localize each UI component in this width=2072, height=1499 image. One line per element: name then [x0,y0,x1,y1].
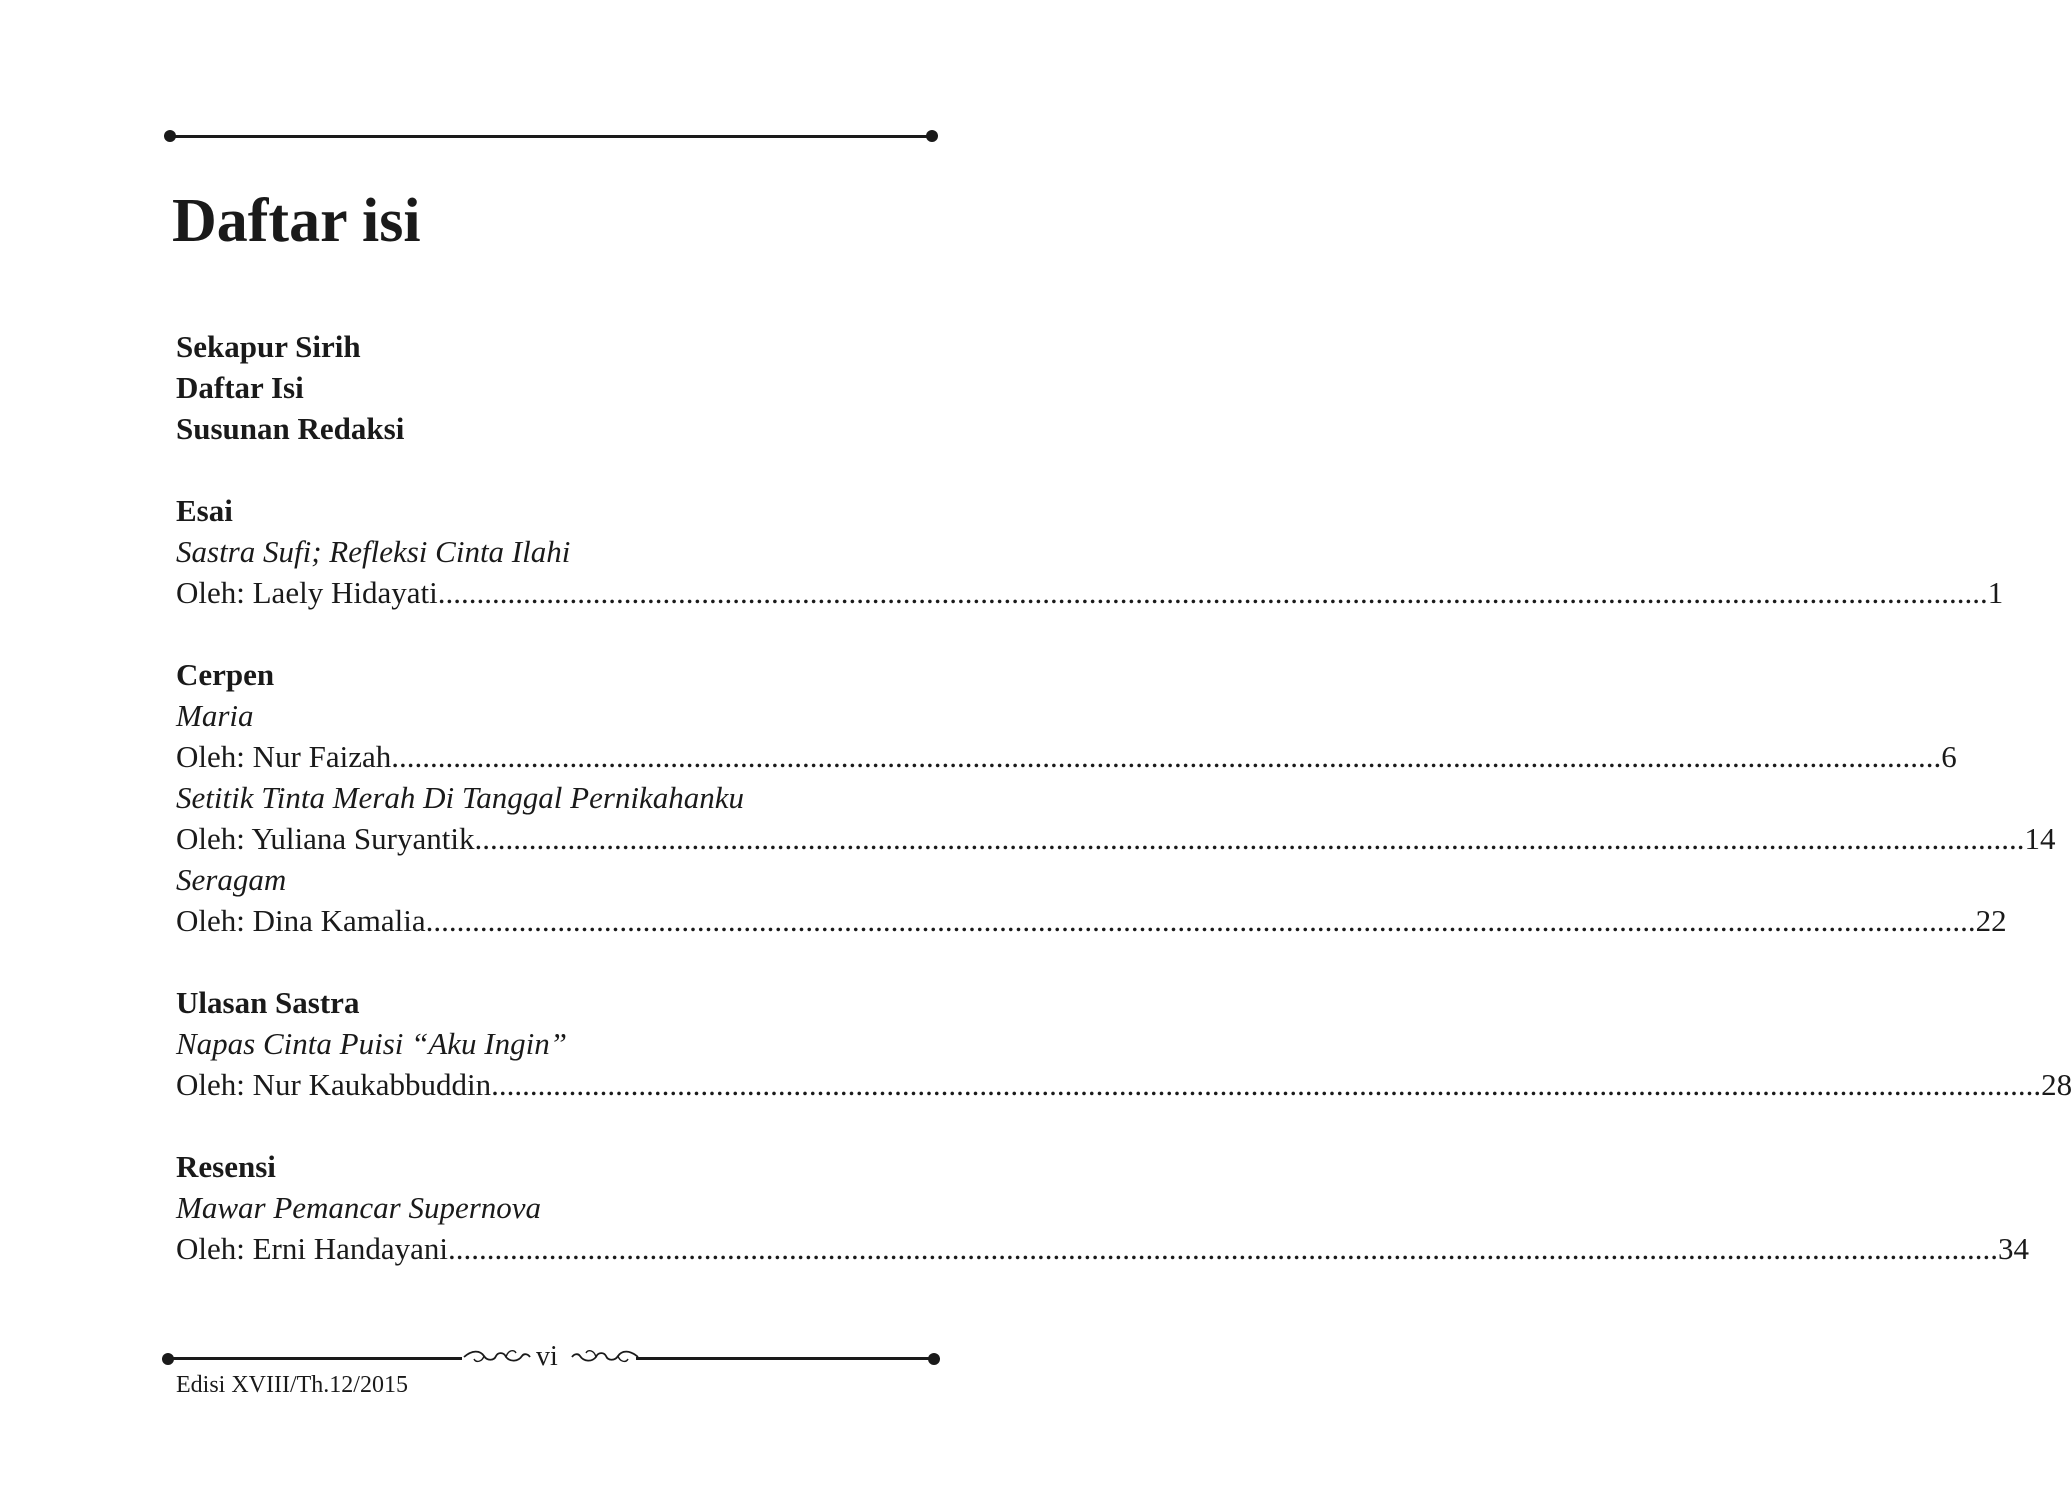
dot-leader: ........................................................................................................................................................................................................ [448,1231,1999,1266]
bottom-rule-left-dot [162,1353,174,1365]
entry-page: 14 [2024,821,2056,856]
front-matter-item: Susunan Redaksi [176,411,405,446]
entry-title: Setitik Tinta Merah Di Tanggal Pernikahanku [176,780,745,815]
entry-author: Oleh: Dina Kamalia [176,903,426,938]
entry-title: Mawar Pemancar Supernova [176,1190,542,1225]
toc-entry [176,573,2004,613]
section-heading-ulasan-sastra: Ulasan Sastra [176,985,360,1020]
entry-author: Oleh: Laely Hidayati [176,575,438,610]
entry-author: Oleh: Nur Faizah [176,739,392,774]
page-title: Daftar isi [172,187,421,255]
entry-title: Sastra Sufi; Refleksi Cinta Ilahi [176,534,571,569]
bottom-rule-right-dot [928,1353,940,1365]
toc-entry [176,737,1957,777]
edition-label: Edisi XVIII/Th.12/2015 [176,1372,408,1398]
entry-page: 1 [1987,575,2004,610]
dot-leader: ........................................................................................................................................................................................................ [474,821,2025,856]
entry-page: 6 [1941,739,1957,774]
top-rule [170,135,932,138]
top-rule-right-dot [926,130,938,142]
toc-entry [176,1229,2030,1269]
entry-author: Oleh: Yuliana Suryantik [176,821,475,856]
dot-leader: ........................................................................................................................................................................................................ [437,575,1988,610]
entry-author: Oleh: Erni Handayani [176,1231,449,1266]
entry-page: 34 [1998,1231,2030,1266]
dot-leader: ........................................................................................................................................................................................................ [391,739,1942,774]
top-rule-left-dot [164,130,176,142]
page-number: vi [536,1341,558,1372]
toc-entry [176,819,2056,859]
bottom-rule-left [170,1357,462,1360]
toc-entry [176,901,2007,941]
front-matter-item: Sekapur Sirih [176,329,361,364]
section-heading-cerpen: Cerpen [176,657,275,692]
entry-title: Maria [176,698,254,733]
toc-entry [176,1065,2072,1105]
dot-leader: ........................................................................................................................................................................................................ [425,903,1976,938]
section-heading-esai: Esai [176,493,233,528]
entry-title: Seragam [176,862,287,897]
flourish-right-icon [570,1346,640,1368]
bottom-rule-right [636,1357,932,1360]
entry-page: 22 [1975,903,2007,938]
section-heading-resensi: Resensi [176,1149,276,1184]
dot-leader: ........................................................................................................................................................................................................ [491,1067,2042,1102]
entry-title: Napas Cinta Puisi “Aku Ingin” [176,1026,567,1061]
front-matter-item: Daftar Isi [176,370,304,405]
flourish-left-icon [462,1346,532,1368]
entry-author: Oleh: Nur Kaukabbuddin [176,1067,492,1102]
entry-page: 28 [2041,1067,2072,1102]
